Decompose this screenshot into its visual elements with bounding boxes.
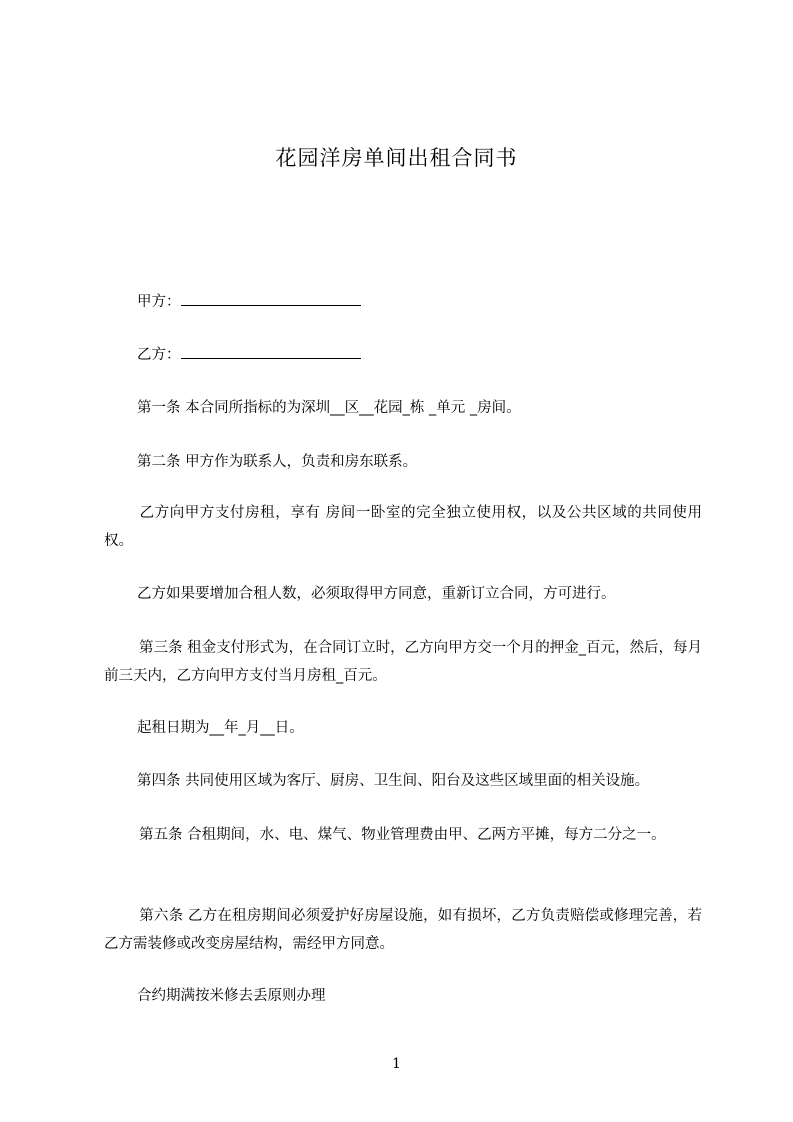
clause-6: 第六条 乙方在租房期间必须爱护好房屋设施，如有损坏，乙方负责赔偿或修理完善，若乙方需装修或改变房屋结构，需经甲方同意。 (104, 908, 702, 952)
party-a-line (137, 291, 361, 312)
clause-3-paragraph-2: 起租日期为__年_月__日。 (137, 720, 304, 736)
party-b-line (137, 344, 361, 365)
party-b-blank (181, 344, 361, 359)
clause-1: 第一条 本合同所指标的为深圳__区__花园_栋 _单元 _房间。 (137, 400, 521, 416)
clause-4: 第四条 共同使用区域为客厅、厨房、卫生间、阳台及这些区域里面的相关设施。 (137, 773, 650, 789)
clause-5: 第五条 合租期间，水、电、煤气、物业管理费由甲、乙两方平摊，每方二分之一。 (139, 827, 666, 843)
clause-2-paragraph-2: 乙方向甲方支付房租，享有 房间一卧室的完全独立使用权，以及公共区域的共同使用权。 (104, 505, 702, 549)
clause-6-paragraph-2: 合约期满按米修去丢原则办理 (137, 988, 326, 1004)
party-b-label: 乙方： (137, 347, 181, 363)
clause-3: 第三条 租金支付形式为，在合同订立时，乙方向甲方交一个月的押金_百元，然后，每月前三天内，乙方向甲方支付当月房租_百元。 (104, 640, 702, 684)
clause-2: 第二条 甲方作为联系人，负责和房东联系。 (137, 454, 418, 470)
clause-2-paragraph-3: 乙方如果要增加合租人数，必须取得甲方同意，重新订立合同，方可进行。 (137, 586, 616, 602)
document-title: 花园洋房单间出租合同书 (275, 146, 518, 170)
page-number: 1 (392, 1056, 401, 1072)
party-a-blank (181, 291, 361, 306)
party-a-label: 甲方： (137, 294, 181, 310)
